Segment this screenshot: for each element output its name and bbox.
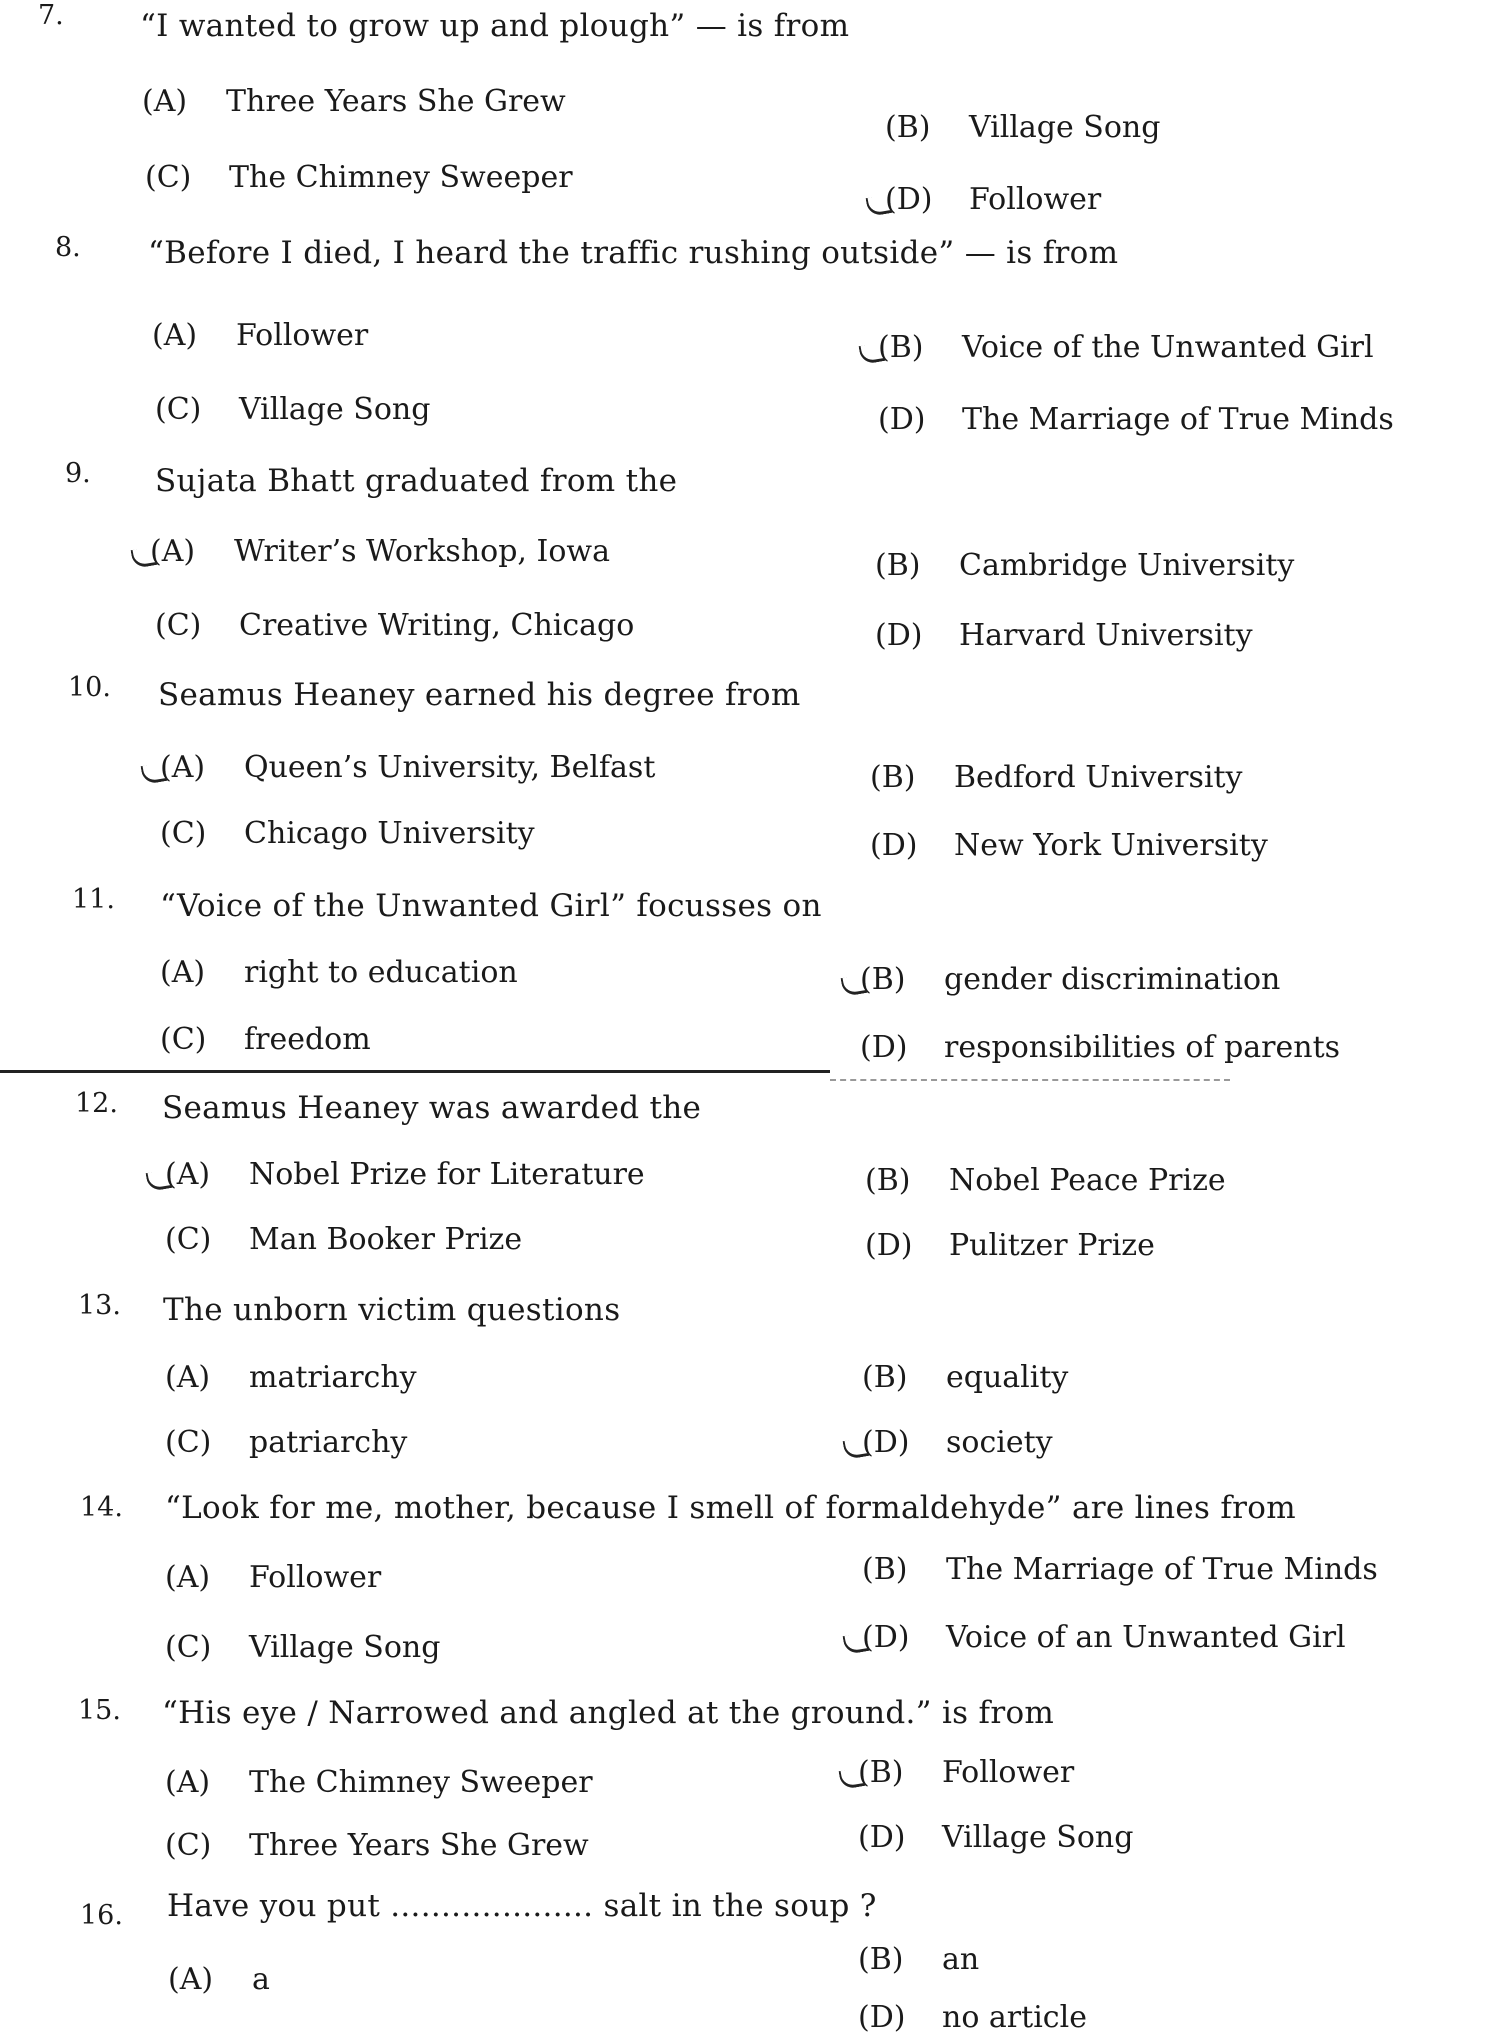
- option-label: (B): [862, 1552, 908, 1587]
- option-b[interactable]: [885, 110, 1160, 145]
- option-text: patriarchy: [249, 1425, 408, 1460]
- option-label: (D): [885, 182, 933, 217]
- option-text: Three Years She Grew: [226, 84, 566, 119]
- option-label: (A): [165, 1560, 211, 1595]
- option-text: Three Years She Grew: [249, 1828, 589, 1863]
- option-a[interactable]: [165, 1765, 593, 1800]
- question-text: The unborn victim questions: [163, 1292, 621, 1328]
- option-label: (B): [858, 1755, 904, 1790]
- option-label: (C): [165, 1222, 212, 1257]
- option-text: Harvard University: [959, 618, 1253, 653]
- option-text: society: [946, 1425, 1053, 1460]
- option-b[interactable]: [860, 962, 1280, 997]
- option-label: (D): [870, 828, 918, 863]
- option-label: (B): [858, 1942, 904, 1977]
- option-b[interactable]: [865, 1163, 1226, 1198]
- option-label: (A): [160, 750, 206, 785]
- option-label: (B): [862, 1360, 908, 1395]
- option-label: (D): [862, 1620, 910, 1655]
- question-text: Seamus Heaney was awarded the: [162, 1090, 702, 1126]
- option-label: (D): [862, 1425, 910, 1460]
- option-d[interactable]: [862, 1425, 1053, 1460]
- option-text: Queen’s University, Belfast: [244, 750, 656, 785]
- option-a[interactable]: [142, 84, 566, 119]
- option-label: (D): [860, 1030, 908, 1065]
- option-text: Voice of an Unwanted Girl: [946, 1620, 1346, 1655]
- question-number: 10.: [68, 672, 111, 703]
- option-a[interactable]: [152, 318, 368, 353]
- option-d[interactable]: [870, 828, 1268, 863]
- option-text: gender discrimination: [944, 962, 1281, 997]
- option-label: (C): [165, 1828, 212, 1863]
- option-text: Follower: [236, 318, 369, 353]
- option-text: The Marriage of True Minds: [962, 402, 1394, 437]
- option-b[interactable]: [870, 760, 1243, 795]
- option-c[interactable]: [155, 608, 634, 643]
- option-label: (B): [878, 330, 924, 365]
- option-d[interactable]: [860, 1030, 1340, 1065]
- option-text: Nobel Prize for Literature: [249, 1157, 645, 1192]
- option-label: (C): [160, 1022, 207, 1057]
- option-d[interactable]: [858, 2000, 1087, 2035]
- option-text: Man Booker Prize: [249, 1222, 523, 1257]
- option-text: Village Song: [969, 110, 1161, 145]
- option-a[interactable]: [150, 534, 610, 569]
- option-c[interactable]: [145, 160, 573, 195]
- option-text: Chicago University: [244, 816, 535, 851]
- option-c[interactable]: [155, 392, 430, 427]
- option-label: (A): [165, 1360, 211, 1395]
- option-text: responsibilities of parents: [944, 1030, 1341, 1065]
- option-label: (B): [875, 548, 921, 583]
- option-a[interactable]: [165, 1157, 645, 1192]
- option-label: (A): [165, 1765, 211, 1800]
- question-number: 13.: [78, 1290, 121, 1321]
- question-text: “His eye / Narrowed and angled at the ground.” is from: [162, 1695, 1055, 1731]
- option-text: The Marriage of True Minds: [946, 1552, 1378, 1587]
- option-text: Writer’s Workshop, Iowa: [234, 534, 610, 569]
- question-text: Sujata Bhatt graduated from the: [155, 463, 678, 499]
- question-text: Have you put .................... salt in the soup ?: [167, 1888, 877, 1924]
- option-text: Pulitzer Prize: [949, 1228, 1155, 1263]
- option-label: (D): [858, 2000, 906, 2035]
- question-number: 15.: [78, 1695, 121, 1726]
- option-d[interactable]: [878, 402, 1394, 437]
- option-label: (C): [165, 1425, 212, 1460]
- option-text: The Chimney Sweeper: [249, 1765, 593, 1800]
- option-label: (D): [875, 618, 923, 653]
- option-label: (C): [160, 816, 207, 851]
- option-b[interactable]: [858, 1755, 1074, 1790]
- option-d[interactable]: [885, 182, 1101, 217]
- option-text: New York University: [954, 828, 1268, 863]
- option-label: (B): [870, 760, 916, 795]
- option-text: Follower: [969, 182, 1102, 217]
- question-number: 11.: [72, 884, 115, 915]
- option-label: (B): [885, 110, 931, 145]
- option-text: Bedford University: [954, 760, 1243, 795]
- question-number: 8.: [55, 232, 81, 263]
- option-text: Follower: [942, 1755, 1075, 1790]
- option-text: no article: [942, 2000, 1087, 2035]
- option-label: (D): [878, 402, 926, 437]
- option-a[interactable]: [160, 750, 655, 785]
- option-text: Village Song: [942, 1820, 1134, 1855]
- option-d[interactable]: [858, 1820, 1133, 1855]
- divider-line: [0, 1070, 830, 1073]
- question-number: 12.: [75, 1088, 118, 1119]
- option-label: (C): [165, 1630, 212, 1665]
- question-text: “Voice of the Unwanted Girl” focusses on: [160, 888, 822, 924]
- option-text: matriarchy: [249, 1360, 417, 1395]
- option-c[interactable]: [165, 1828, 589, 1863]
- option-a[interactable]: [160, 955, 518, 990]
- option-text: Village Song: [239, 392, 431, 427]
- option-text: an: [942, 1942, 980, 1977]
- option-text: right to education: [244, 955, 518, 990]
- option-label: (B): [865, 1163, 911, 1198]
- question-text: “Before I died, I heard the traffic rushing outside” — is from: [148, 235, 1119, 271]
- question-number: 16.: [80, 1900, 123, 1931]
- option-label: (D): [858, 1820, 906, 1855]
- option-label: (C): [145, 160, 192, 195]
- option-label: (D): [865, 1228, 913, 1263]
- option-d[interactable]: [875, 618, 1253, 653]
- option-text: Creative Writing, Chicago: [239, 608, 635, 643]
- option-label: (A): [152, 318, 198, 353]
- option-c[interactable]: [160, 816, 535, 851]
- question-text: “Look for me, mother, because I smell of formaldehyde” are lines from: [165, 1490, 1296, 1526]
- option-d[interactable]: [865, 1228, 1155, 1263]
- option-label: (A): [160, 955, 206, 990]
- option-b[interactable]: [878, 330, 1374, 365]
- option-c[interactable]: [165, 1630, 440, 1665]
- option-label: (C): [155, 608, 202, 643]
- question-text: Seamus Heaney earned his degree from: [158, 677, 801, 713]
- option-c[interactable]: [165, 1222, 522, 1257]
- option-text: Voice of the Unwanted Girl: [962, 330, 1374, 365]
- option-label: (A): [165, 1157, 211, 1192]
- option-label: (A): [142, 84, 188, 119]
- option-text: Cambridge University: [959, 548, 1295, 583]
- option-label: (C): [155, 392, 202, 427]
- option-text: Follower: [249, 1560, 382, 1595]
- option-b[interactable]: [862, 1552, 1378, 1587]
- option-a[interactable]: [165, 1560, 381, 1595]
- option-b[interactable]: [875, 548, 1294, 583]
- option-text: The Chimney Sweeper: [229, 160, 573, 195]
- option-c[interactable]: [165, 1425, 407, 1460]
- option-a[interactable]: [168, 1962, 270, 1997]
- option-text: equality: [946, 1360, 1069, 1395]
- divider-line-faint: [830, 1079, 1230, 1081]
- question-number: 7.: [38, 0, 64, 31]
- option-text: Nobel Peace Prize: [949, 1163, 1226, 1198]
- question-number: 9.: [65, 458, 91, 489]
- option-label: (A): [150, 534, 196, 569]
- option-label: (A): [168, 1962, 214, 1997]
- question-text: “I wanted to grow up and plough” — is from: [140, 8, 850, 44]
- option-a[interactable]: [165, 1360, 417, 1395]
- option-label: (B): [860, 962, 906, 997]
- option-b[interactable]: [858, 1942, 979, 1977]
- option-text: freedom: [244, 1022, 371, 1057]
- option-c[interactable]: [160, 1022, 371, 1057]
- option-d[interactable]: [862, 1620, 1346, 1655]
- option-text: a: [252, 1962, 270, 1997]
- option-text: Village Song: [249, 1630, 441, 1665]
- question-number: 14.: [80, 1492, 123, 1523]
- option-b[interactable]: [862, 1360, 1068, 1395]
